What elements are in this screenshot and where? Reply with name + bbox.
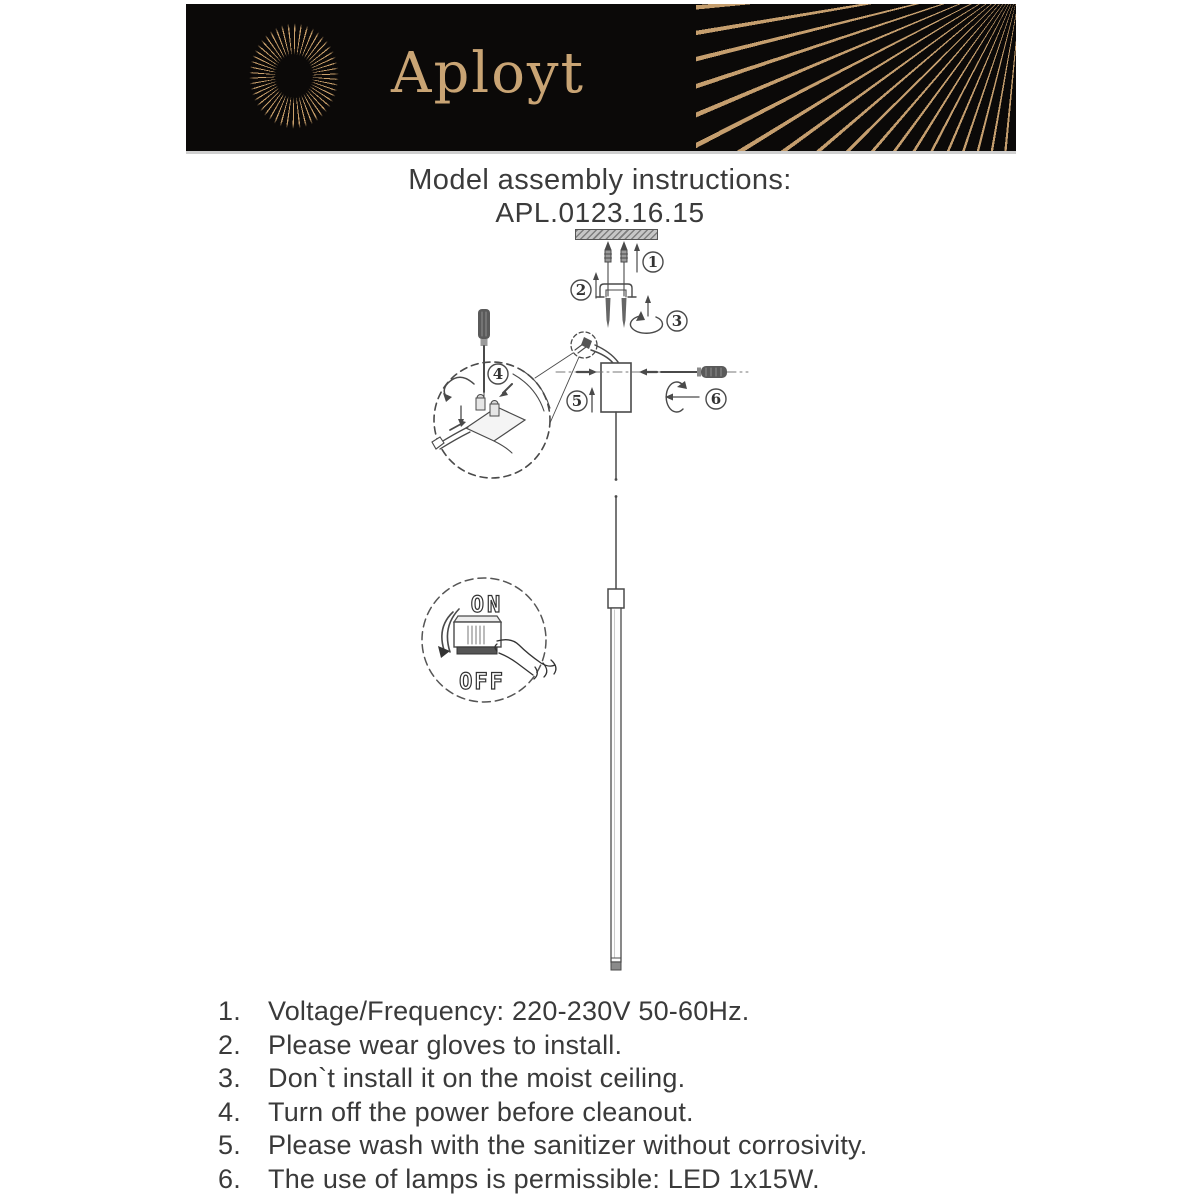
instruction-item bbox=[218, 1129, 1098, 1163]
item-text: Don`t install it on the moist ceiling. bbox=[268, 1063, 686, 1093]
instruction-item bbox=[218, 1029, 1098, 1063]
instruction-item bbox=[218, 1062, 1098, 1096]
item-number: 3. bbox=[218, 1063, 241, 1093]
item-number: 1. bbox=[218, 996, 241, 1026]
step-number-3: 3 bbox=[671, 312, 683, 330]
instruction-item bbox=[218, 1096, 1098, 1130]
item-number: 2. bbox=[218, 1029, 241, 1060]
item-text: Please wear gloves to install. bbox=[268, 1029, 623, 1060]
step-number-6: 6 bbox=[710, 390, 722, 408]
instruction-list bbox=[218, 995, 1098, 1196]
item-number: 4. bbox=[218, 1096, 241, 1127]
item-text: Turn off the power before cleanout. bbox=[268, 1096, 694, 1127]
brand-name: Aployt bbox=[391, 41, 586, 106]
step-number-2: 2 bbox=[575, 281, 587, 299]
switch-off-label: OFF bbox=[459, 670, 505, 695]
step-number-4: 4 bbox=[492, 365, 504, 383]
brand-banner bbox=[186, 4, 1016, 154]
model-number: APL.0123.16.15 bbox=[495, 197, 705, 228]
step-number-1: 1 bbox=[647, 253, 659, 271]
item-text: Please wash with the sanitizer without corrosivity. bbox=[268, 1130, 868, 1160]
item-text: The use of lamps is permissible: LED 1x15W. bbox=[268, 1163, 820, 1194]
page-title: Model assembly instructions: bbox=[408, 164, 792, 196]
switch-on-label: ON bbox=[470, 593, 504, 618]
sunburst-logo-icon bbox=[238, 10, 350, 142]
step-number-5: 5 bbox=[571, 392, 583, 410]
item-number: 6. bbox=[218, 1163, 241, 1194]
rays-decoration-icon bbox=[696, 4, 1016, 151]
item-number: 5. bbox=[218, 1130, 241, 1160]
instruction-item bbox=[218, 995, 1098, 1029]
item-text: Voltage/Frequency: 220-230V 50-60Hz. bbox=[268, 996, 750, 1026]
instruction-item bbox=[218, 1163, 1098, 1197]
assembly-diagram bbox=[410, 222, 760, 982]
